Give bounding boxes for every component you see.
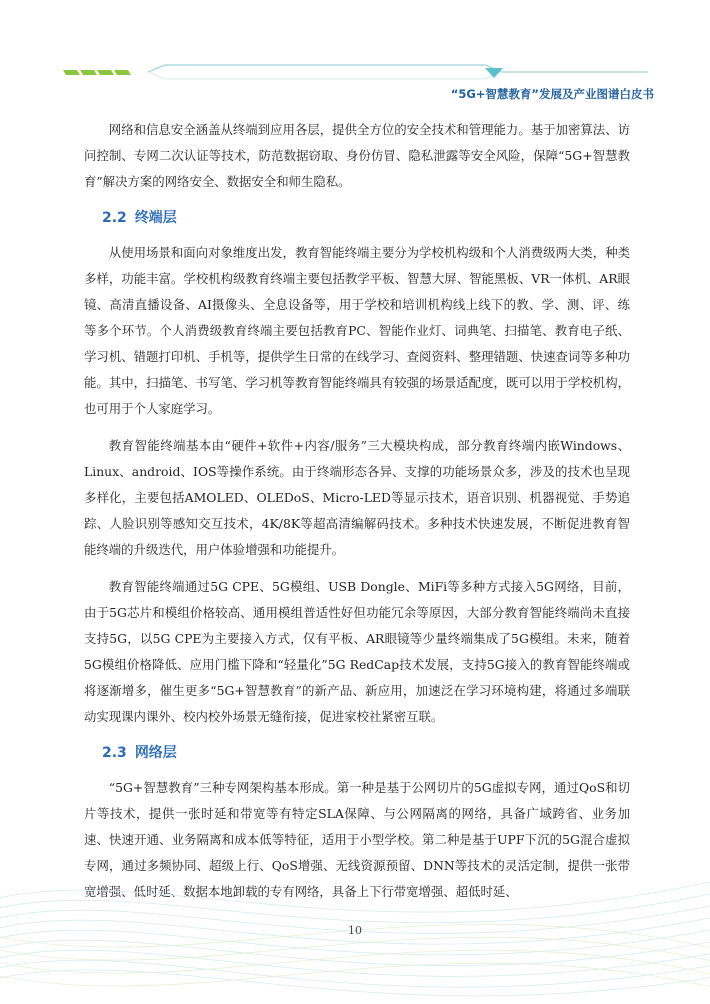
page-number: 10 (348, 924, 362, 937)
body-paragraph: “5G+智慧教育”三种专网架构基本形成。第一种是基于公网切片的5G虚拟专网，通过QoS和切片等技术，提供一张时延和带宽等有特定SLA保障、与公网隔离的网络，具备广域跨省、业务加速、快速开通、业务隔离和成本低等特征，适用于小型学校。第二种是基于UPF下沉的5G混合虚拟专网，通过多频协同、超级上行、QoS增强、无线资源预留、DNN等技术的灵活定制，提供一张带宽增强、低时延、数据本地卸载的专有网络，具备上下行带宽增强、超低时延、 (84, 780, 630, 899)
body-paragraph: 教育智能终端基本由“硬件+软件+内容/服务”三大模块构成，部分教育终端内嵌Windows、Linux、android、IOS等操作系统。由于终端形态各异、支撑的功能场景众多，涉及的技术也呈现多样化，主要包括AMOLED、OLEDoS、Micro-LED等显示技术，语音识别、机器视觉、手势追踪、人脸识别等感知交互技术，4K/8K等超高清编解码技术。多种技术快速发展，不断促进教育智能终端的升级迭代，用户体验增强和功能提升。 (84, 438, 630, 557)
header-dash-marks (63, 70, 131, 75)
page-content (84, 117, 630, 905)
section-number: 2.3 (102, 745, 127, 761)
section-heading-2-2 (102, 207, 630, 229)
section-number: 2.2 (102, 210, 127, 226)
body-paragraph: 教育智能终端通过5G CPE、5G模组、USB Dongle、MiFi等多种方式接入5G网络，目前，由于5G芯片和模组价格较高、通用模组普适性好但功能冗余等原因，大部分教育智能终端尚未直接支持5G，以5G CPE为主要接入方式，仅有平板、AR眼镜等少量终端集成了5G模组。未来，随着5G模组价格降低、应用门槛下降和“轻量化”5G RedCap技术发展，支持5G接入的教育智能终端或将逐渐增多，催生更多“5G+智慧教育”的新产品、新应用，加速泛在学习环境构建，将通过多端联动实现课内课外、校内校外场景无缝衔接，促进家校社紧密互联。 (84, 579, 630, 724)
header-triangle-marker (485, 68, 503, 78)
body-paragraph: 从使用场景和面向对象维度出发，教育智能终端主要分为学校机构级和个人消费级两大类，种类多样，功能丰富。学校机构级教育终端主要包括教学平板、智慧大屏、智能黑板、VR一体机、AR眼镜、高清直播设备、AI摄像头、全息设备等，用于学校和培训机构线上线下的教、学、测、评、练等多个环节。个人消费级教育终端主要包括教育PC、智能作业灯、词典笔、扫描笔、教育电子纸、学习机、错题打印机、手机等，提供学生日常的在线学习、查阅资料、整理错题、快速查词等多种功能。其中，扫描笔、书写笔、学习机等教育智能终端具有较强的场景适配度，既可以用于学校机构，也可用于个人家庭学习。 (84, 245, 630, 416)
footer-wave-decoration (0, 840, 710, 1004)
section-heading-2-3 (102, 742, 630, 764)
document-running-title: “5G+智慧教育”发展及产业图谱白皮书 (450, 87, 654, 101)
header-rule-line (148, 65, 648, 72)
section-title: 终端层 (134, 210, 177, 226)
section-title: 网络层 (134, 745, 177, 761)
intro-paragraph: 网络和信息安全涵盖从终端到应用各层，提供全方位的安全技术和管理能力。基于加密算法、访问控制、专网二次认证等技术，防范数据窃取、身份仿冒、隐私泄露等安全风险，保障“5G+智慧教育”解决方案的网络安全、数据安全和师生隐私。 (84, 122, 630, 189)
